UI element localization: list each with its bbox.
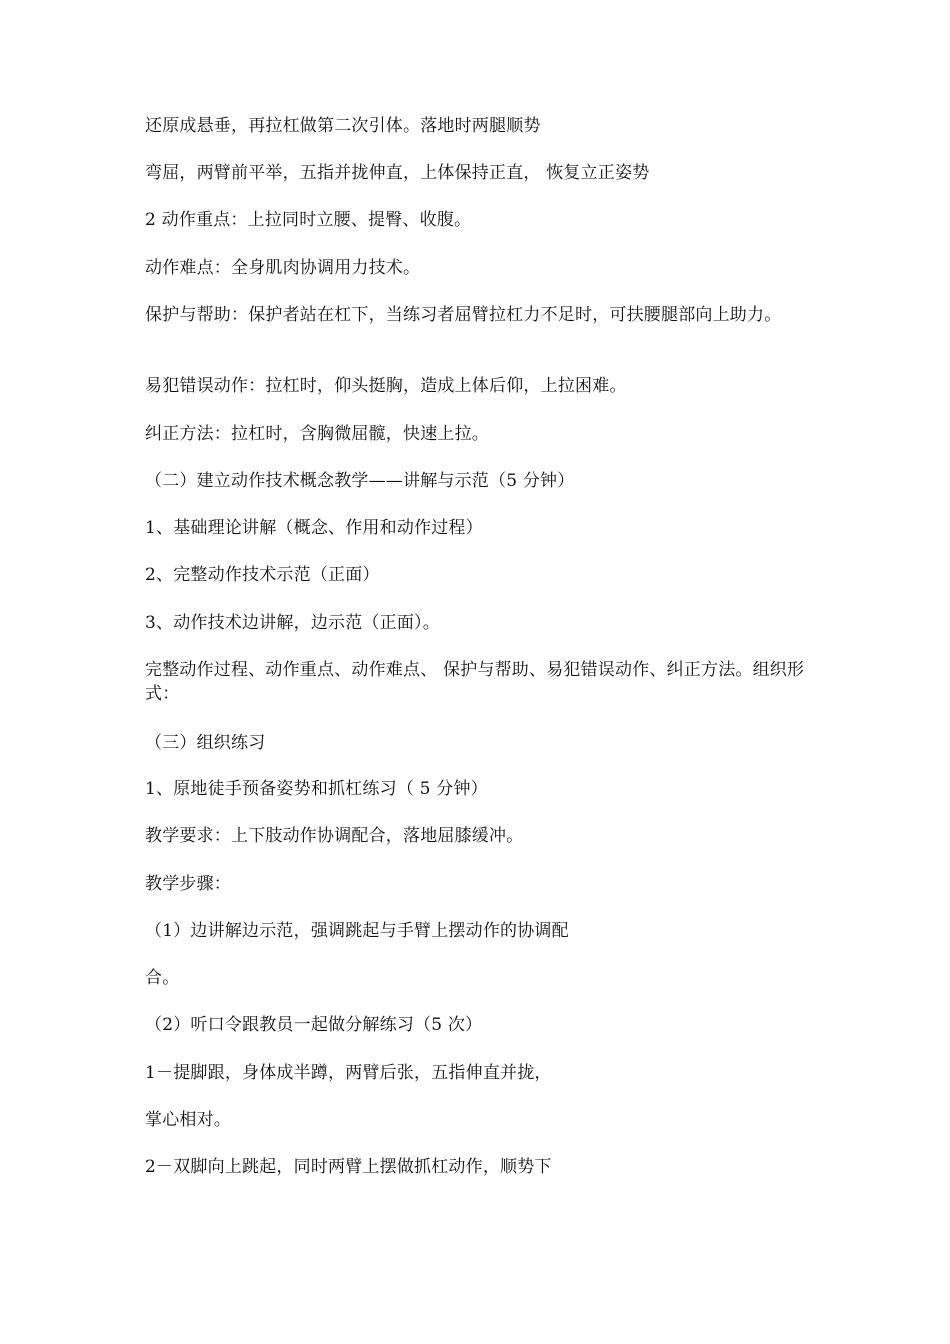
paragraph: 2 动作重点：上拉同时立腰、提臀、收腹。	[145, 210, 472, 230]
paragraph: 保护与帮助：保护者站在杠下，当练习者屈臂拉杠力不足时，可扶腰腿部向上助力。	[145, 305, 782, 325]
paragraph: 合。	[145, 968, 180, 988]
section-heading: （三）组织练习	[145, 733, 266, 753]
paragraph: 2－双脚向上跳起，同时两臂上摆做抓杠动作，顺势下	[145, 1157, 552, 1177]
paragraph: 1、基础理论讲解（概念、作用和动作过程）	[145, 518, 483, 538]
paragraph: 弯屈，两臂前平举，五指并拢伸直，上体保持正直， 恢复立正姿势	[145, 163, 650, 183]
paragraph: 完整动作过程、动作重点、动作难点、 保护与帮助、易犯错误动作、纠正方法。组织形式：	[145, 660, 805, 704]
paragraph: （2）听口令跟教员一起做分解练习（5 次）	[145, 1015, 483, 1035]
paragraph: 1、原地徒手预备姿势和抓杠练习（ 5 分钟）	[145, 779, 488, 799]
paragraph: 2、完整动作技术示范（正面）	[145, 565, 380, 585]
paragraph: 1－提脚跟，身体成半蹲，两臂后张，五指伸直并拢，	[145, 1063, 552, 1083]
paragraph: 教学要求：上下肢动作协调配合，落地屈膝缓冲。	[145, 826, 524, 846]
paragraph: 教学步骤：	[145, 874, 231, 894]
paragraph: 还原成悬垂，再拉杠做第二次引体。落地时两腿顺势	[145, 116, 541, 136]
paragraph: （1）边讲解边示范，强调跳起与手臂上摆动作的协调配	[145, 921, 569, 941]
paragraph: 纠正方法：拉杠时，含胸微屈髋，快速上拉。	[145, 424, 489, 444]
paragraph: 易犯错误动作：拉杠时，仰头挺胸，造成上体后仰，上拉困难。	[145, 376, 627, 396]
paragraph: 3、动作技术边讲解，边示范（正面）。	[145, 613, 440, 633]
paragraph: 掌心相对。	[145, 1110, 231, 1130]
paragraph: 动作难点：全身肌肉协调用力技术。	[145, 258, 421, 278]
section-heading: （二）建立动作技术概念教学——讲解与示范（5 分钟）	[145, 471, 575, 491]
